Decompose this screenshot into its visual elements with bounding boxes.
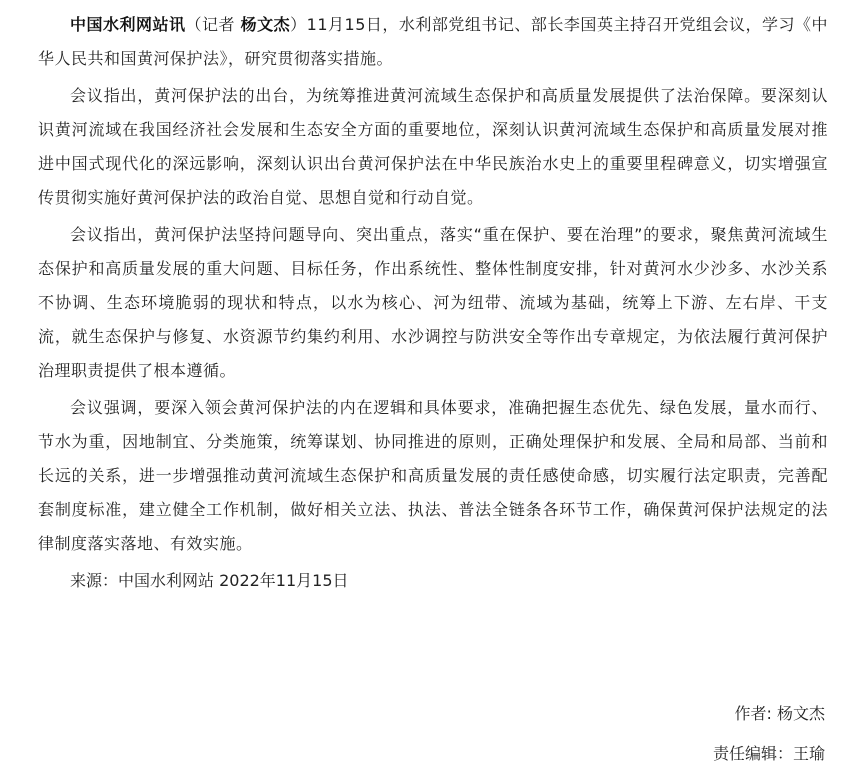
reporter-close: ） (290, 15, 307, 34)
author-line: 作者: 杨文杰 (734, 704, 825, 723)
lead-paragraph (38, 8, 828, 76)
reporter-open: （记者 (185, 15, 241, 34)
source-tag: 中国水利网站讯 (70, 15, 186, 34)
source-line: 来源：中国水利网站 2022年11月15日 (70, 571, 349, 590)
body-paragraph: 会议强调，要深入领会黄河保护法的内在逻辑和具体要求，准确把握生态优先、绿色发展，量水而行、节水为重，因地制宜、分类施策，统筹谋划、协同推进的原则，正确处理保护和发展、全局和局部、当前和长远的关系，进一步增强推动黄河流域生态保护和高质量发展的责任感使命感，切实履行法定职责，完善配套制度标准，建立健全工作机制，做好相关立法、执法、普法全链条各环节工作，确保黄河保护法规定的法律制度落实落地、有效实施。 (38, 398, 828, 553)
body-paragraph: 会议指出，黄河保护法坚持问题导向、突出重点，落实“重在保护、要在治理”的要求，聚焦黄河流域生态保护和高质量发展的重大问题、目标任务，作出系统性、整体性制度安排，针对黄河水少沙多、水沙关系不协调、生态环境脆弱的现状和特点，以水为核心、河为纽带、流域为基础，统筹上下游、左右岸、干支流，就生态保护与修复、水资源节约集约利用、水沙调控与防洪安全等作出专章规定，为依法履行黄河保护治理职责提供了根本遵循。 (38, 225, 828, 380)
body-paragraph: 会议指出，黄河保护法的出台，为统筹推进黄河流域生态保护和高质量发展提供了法治保障。要深刻认识黄河流域在我国经济社会发展和生态安全方面的重要地位，深刻认识黄河流域生态保护和高质量发展对推进中国式现代化的深远影响，深刻认识出台黄河保护法在中华民族治水史上的重要里程碑意义，切实增强宣传贯彻实施好黄河保护法的政治自觉、思想自觉和行动自觉。 (38, 86, 828, 207)
article-body (38, 8, 828, 598)
reporter-name: 杨文杰 (240, 15, 291, 34)
lead-text: 11月15日，水利部党组书记、部长李国英主持召开党组会议，学习《中华人民共和国黄河保护法》，研究贯彻落实措施。 (38, 15, 828, 68)
editor-line: 责任编辑：王瑜 (712, 744, 825, 763)
